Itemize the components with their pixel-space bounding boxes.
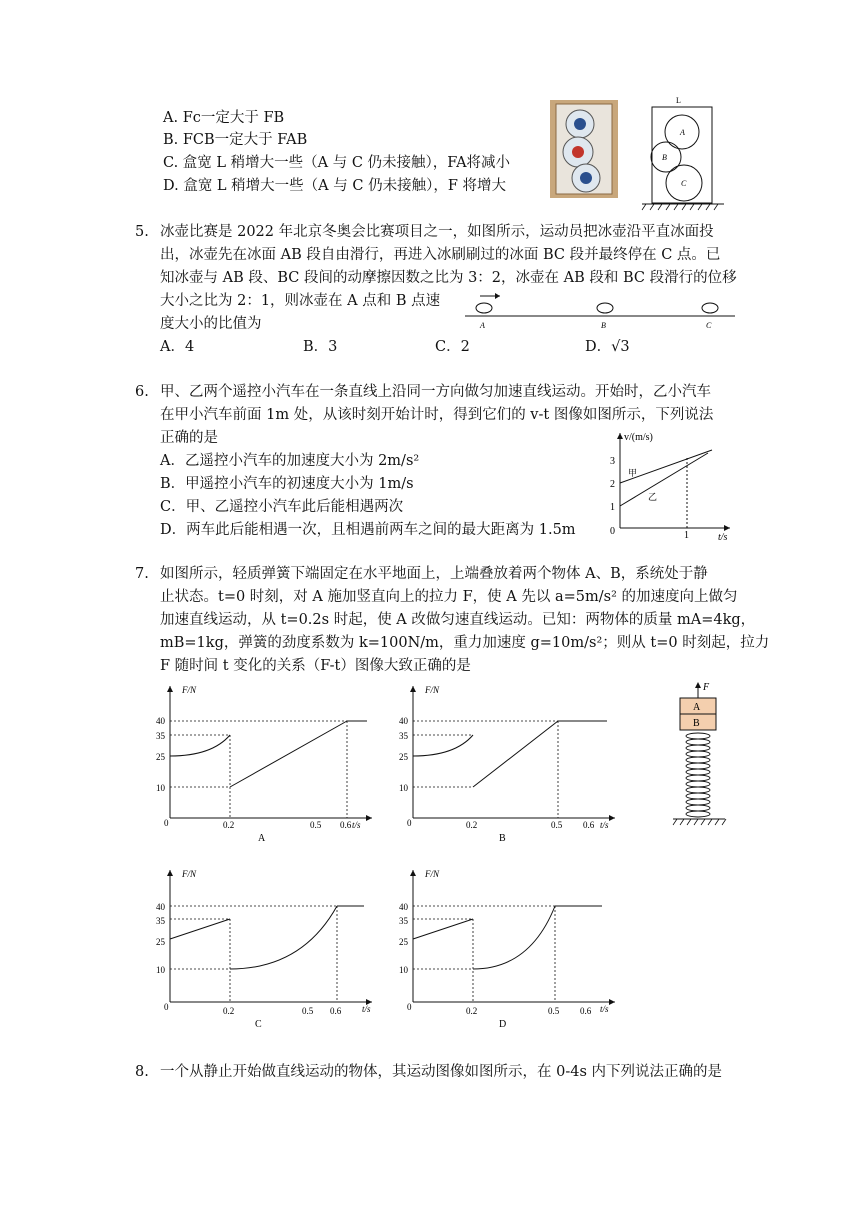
q5-text-line: 出，冰壶先在冰面 AB 段自由滑行，再进入冰刷刷过的冰面 BC 段并最终停在 C 点。已	[160, 247, 721, 263]
q5-text-line: 冰壶比赛是 2022 年北京冬奥会比赛项目之一，如图所示，运动员把冰壶沿平直冰面投	[160, 224, 714, 240]
ft-graph-b	[395, 678, 620, 848]
block-a-label: A	[693, 702, 701, 713]
q7-text-line: 止状态。t=0 时刻，对 A 施加竖直向上的拉力 F，使 A 先以 a=5m/s² 的加速度向上做匀	[160, 589, 738, 605]
ft-x-tick: 0.6	[330, 1006, 342, 1016]
vt-y-tick: 3	[610, 456, 615, 467]
q4-option-c: C. 盒宽 L 稍增大一些（A 与 C 仍未接触），FA将减小	[163, 155, 511, 171]
q7-text-line: mB=1kg，弹簧的劲度系数为 k=100N/m，重力加速度 g=10m/s²；则从 t=0 时刻起，拉力	[160, 635, 770, 651]
point-c-label: C	[706, 321, 712, 330]
ft-graph-c	[152, 862, 377, 1032]
ft-y-tick: 40	[156, 716, 165, 726]
ft-graph-d	[395, 862, 620, 1032]
q8-text-line: 一个从静止开始做直线运动的物体，其运动图像如图所示，在 0-4s 内下列说法正确的是	[160, 1064, 723, 1080]
q6-text-line: 正确的是	[160, 430, 218, 446]
ft-x-tick: 0.2	[466, 1006, 478, 1016]
ft-x-tick: 0.6	[583, 820, 595, 830]
ft-x-label: t/s	[352, 820, 361, 830]
q4-option-b: B. FCB一定大于 FAB	[163, 132, 308, 148]
ft-y-tick: 25	[399, 752, 408, 762]
spring-block-diagram	[665, 678, 745, 828]
q5-text-line: 知冰壶与 AB 段、BC 段间的动摩擦因数之比为 3：2，冰壶在 AB 段和 BC 段滑行的位移	[160, 270, 737, 286]
q7-text-line: 加速直线运动，从 t=0.2s 时起，使 A 改做匀速直线运动。已知：两物体的质量 mA=4kg，	[160, 612, 756, 628]
q6-option-b: B．甲遥控小汽车的初速度大小为 1m/s	[160, 476, 414, 492]
ft-y-tick: 40	[399, 902, 408, 912]
block-b-label: B	[693, 718, 700, 729]
ft-y-tick: 35	[156, 731, 165, 741]
ft-x-tick: 0.5	[551, 820, 563, 830]
ft-y-tick: 35	[399, 916, 408, 926]
ft-x-tick: 0.2	[466, 820, 478, 830]
q6-text-line: 甲、乙两个遥控小汽车在一条直线上沿同一方向做匀加速直线运动。开始时，乙小汽车	[160, 384, 711, 400]
vt-x-label: t/s	[718, 532, 728, 543]
ft-x-tick: 0.5	[310, 820, 322, 830]
ft-y-tick: 10	[399, 965, 408, 975]
ft-y-tick: 10	[156, 965, 165, 975]
q5-option-b: B．3	[303, 339, 338, 355]
ft-x-label: t/s	[600, 820, 609, 830]
box-width-label: L	[676, 96, 681, 105]
q6-text-line: 在甲小汽车前面 1m 处，从该时刻开始计时，得到它们的 v-t 图像如图所示，下列说法	[160, 407, 714, 423]
q5-option-c: C．2	[435, 339, 470, 355]
ft-origin: 0	[407, 818, 412, 828]
q7-text-line: 如图所示，轻质弹簧下端固定在水平地面上，上端叠放着两个物体 A、B，系统处于静	[160, 566, 708, 582]
graph-d-label: D	[499, 1019, 507, 1030]
ft-x-tick: 0.6	[340, 820, 352, 830]
ft-y-label: F/N	[182, 869, 197, 879]
ft-y-tick: 35	[156, 916, 165, 926]
ft-y-label: F/N	[425, 685, 440, 695]
q5-number: 5.	[135, 224, 149, 240]
force-f-label: F	[703, 682, 710, 693]
ball-b-label: B	[662, 153, 667, 162]
ball-a-label: A	[680, 128, 685, 137]
q6-number: 6.	[135, 384, 149, 400]
ft-x-label: t/s	[362, 1004, 371, 1014]
q5-ice-track-diagram	[460, 290, 740, 332]
ft-y-label: F/N	[182, 685, 197, 695]
graph-a-label: A	[258, 833, 266, 844]
graph-b-label: B	[499, 833, 506, 844]
q5-option-a: A．4	[160, 339, 195, 355]
point-b-label: B	[601, 321, 606, 330]
ft-y-tick: 25	[156, 937, 165, 947]
vt-line-yi	[620, 453, 708, 506]
vt-x-tick: 1	[684, 530, 689, 541]
point-a-label: A	[480, 321, 485, 330]
ft-graph-a	[152, 678, 377, 848]
vt-origin: 0	[610, 526, 615, 537]
vt-y-label: v/(m/s)	[624, 432, 653, 443]
ft-origin: 0	[164, 818, 169, 828]
graph-c-label: C	[255, 1019, 262, 1030]
q5-option-d: D．√3	[585, 339, 630, 355]
ft-x-label: t/s	[600, 1004, 609, 1014]
q6-option-c: C．甲、乙遥控小汽车此后能相遇两次	[160, 499, 404, 515]
ft-origin: 0	[164, 1002, 169, 1012]
q4-option-d: D. 盒宽 L 稍增大一些（A 与 C 仍未接触），F 将增大	[163, 178, 506, 194]
q4-option-a: A. Fc一定大于 FB	[163, 110, 285, 126]
q5-text-line: 大小之比为 2：1，则冰壶在 A 点和 B 点速	[160, 293, 441, 309]
q6-vt-graph	[600, 428, 740, 548]
series-jia-label: 甲	[628, 468, 638, 478]
ft-x-tick: 0.5	[302, 1006, 314, 1016]
q6-option-a: A．乙遥控小汽车的加速度大小为 2m/s²	[160, 453, 420, 469]
ft-y-tick: 25	[156, 752, 165, 762]
q5-text-line: 度大小的比值为	[160, 316, 262, 332]
q7-text-line: F 随时间 t 变化的关系（F-t）图像大致正确的是	[160, 658, 471, 674]
ft-x-tick: 0.2	[223, 1006, 235, 1016]
q8-number: 8.	[135, 1064, 149, 1080]
ft-x-tick: 0.5	[548, 1006, 560, 1016]
q4-box-diagram	[632, 95, 732, 213]
vt-y-tick: 2	[610, 479, 615, 490]
ft-y-label: F/N	[425, 869, 440, 879]
ft-x-tick: 0.6	[580, 1006, 592, 1016]
ft-y-tick: 40	[399, 716, 408, 726]
curling-box-photo	[550, 100, 618, 198]
ft-y-tick: 35	[399, 731, 408, 741]
ft-y-tick: 25	[399, 937, 408, 947]
ft-x-tick: 0.2	[223, 820, 235, 830]
ft-origin: 0	[407, 1002, 412, 1012]
ball-c-label: C	[681, 179, 687, 188]
vt-y-tick: 1	[610, 502, 615, 513]
ft-y-tick: 40	[156, 902, 165, 912]
ft-y-tick: 10	[399, 783, 408, 793]
series-yi-label: 乙	[648, 492, 658, 502]
q7-number: 7.	[135, 566, 149, 582]
ft-y-tick: 10	[156, 783, 165, 793]
q6-option-d: D．两车此后能相遇一次，且相遇前两车之间的最大距离为 1.5m	[160, 522, 576, 538]
